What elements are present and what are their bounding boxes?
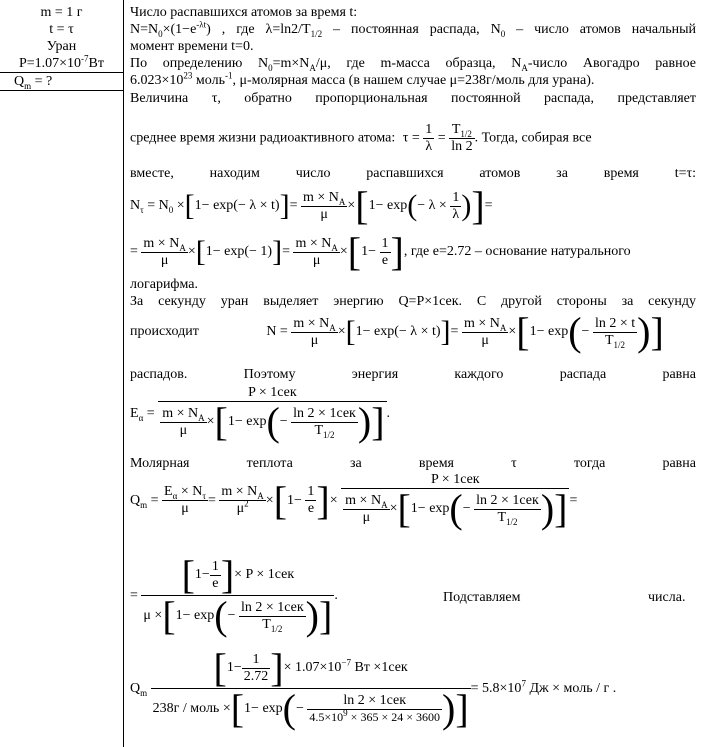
molar-heat-equation: $Q_m$ = $\frac{E_\alpha \times N_\tau}{\mu}$ = $\frac{m \times N_A}{\mu^2}$ ×[1− $\frac{1}{e}$ ]× P × 1сек $\frac{m \times N_A}{\mu}$ ×[1− exp(− $\frac{\text{ln 2 × 1сек}}{T_{1/2}}$ )] = <box>130 472 578 531</box>
sol-line-1: Число распавшихся атомов за время t: <box>130 5 358 20</box>
sol-line-8: вместе, находим число распавшихся атомов за время t=τ: <box>130 166 696 181</box>
sol-line-12: За секунду уран выделяет энергию Q=P×1сек. С другой стороны за секунду <box>130 294 696 309</box>
sol-line-14: распадов. Поэтому энергия каждого распада равна <box>130 367 696 382</box>
given-time: t = τ <box>49 22 74 37</box>
ntau-equation: $N_\tau = N_0 \times[1- \exp(- \lambda \times t)]=$ $\frac{m \times N_A}{\mu}$ ×[1− exp(− λ × $\frac{1}{\lambda}$ )]= <box>130 183 493 228</box>
numeric-equation: $Q_m$ [1− $\frac{1}{2.72}$ ]× $1.07\times 10^{-7}$ Вт ×1сек 238г / моль ×[1− exp(− $\frac{\text{ln 2 × 1сек}}{4.5\times 10^9 \times 365 \times 24 \times 3600}$ )] = $5.8\times 10^7$ Дж × моль / г . <box>130 645 617 731</box>
column-divider <box>123 0 124 747</box>
given-find: $Q_m$ = ? <box>0 73 123 91</box>
sol-line-6: Величина τ, обратно пропорциональная постоянной распада, представляет <box>130 91 696 106</box>
sol-line-16: Молярная теплота за время τ тогда равна <box>130 456 696 471</box>
given-power: $P=1.07\times 10^{-7}Вт$ <box>0 55 123 73</box>
numbers-label: числа. <box>648 590 686 605</box>
given-column <box>0 4 123 91</box>
substitute-label: Подставляем <box>443 590 521 605</box>
energy-per-decay: $E_\alpha$ = P × 1сек $\frac{m \times N_A}{\mu}$ ×[1− exp(− $\frac{\text{ln 2 × 1сек}}{T_{1/2}}$ )] . <box>130 385 391 444</box>
given-mass: m = 1 г <box>40 5 83 20</box>
tau-line: среднее время жизни радиоактивного атома: τ = $\frac{1}{\lambda}$ = $\frac{T_{1/2}}{\ln 2}$ . Тогда, собирая все <box>130 122 592 154</box>
solution-column <box>130 4 696 107</box>
sol-line-5: $6.023\times 10^{23}$ моль$^{-1}$, μ-молярная масса (в нашем случае μ=238г/моль для урана). <box>130 70 595 88</box>
tau-formula: τ = $\frac{1}{\lambda}$ = $\frac{T_{1/2}}{\ln 2}$ <box>402 122 473 154</box>
sol-line-3: момент времени t=0. <box>130 39 254 54</box>
sol-line-4: По определению $N_0=m\times N_A/\mu$, где m-масса образца, $N_A$-число Авогадро равное <box>130 56 696 73</box>
sol-line-2: $N=N_0\times(1-e^{-\lambda t})$ , где $\lambda=\ln 2/T_{1/2}$ – постоянная распада, $N_0$ – число атомов начальный <box>130 19 697 39</box>
given-element: Уран <box>46 39 77 54</box>
simplified-equation: = [1− $\frac{1}{e}$ ]× P × 1сек μ ×[1− exp(− $\frac{\text{ln 2 × 1сек}}{T_{1/2}}$ )] . <box>130 552 338 638</box>
ntau-continued: = $\frac{m \times N_A}{\mu}$ ×[1− exp(− 1)]= $\frac{m \times N_A}{\mu}$ ×[1− $\frac{1}{e}$ ], где e=2.72 – основание натурального <box>130 229 631 274</box>
result-value: = $5.8\times 10^7$ Дж × моль / г . <box>470 677 617 696</box>
decay-count-line: происходит N = $\frac{m \times N_A}{\mu}$ ×[1− exp(− λ × t)]= $\frac{m \times N_A}{\mu}$ ×[1− exp(− $\frac{\ln 2 \times t}{T_{1/2}}$ )] <box>130 309 664 354</box>
sol-line-11: логарифма. <box>130 277 198 292</box>
